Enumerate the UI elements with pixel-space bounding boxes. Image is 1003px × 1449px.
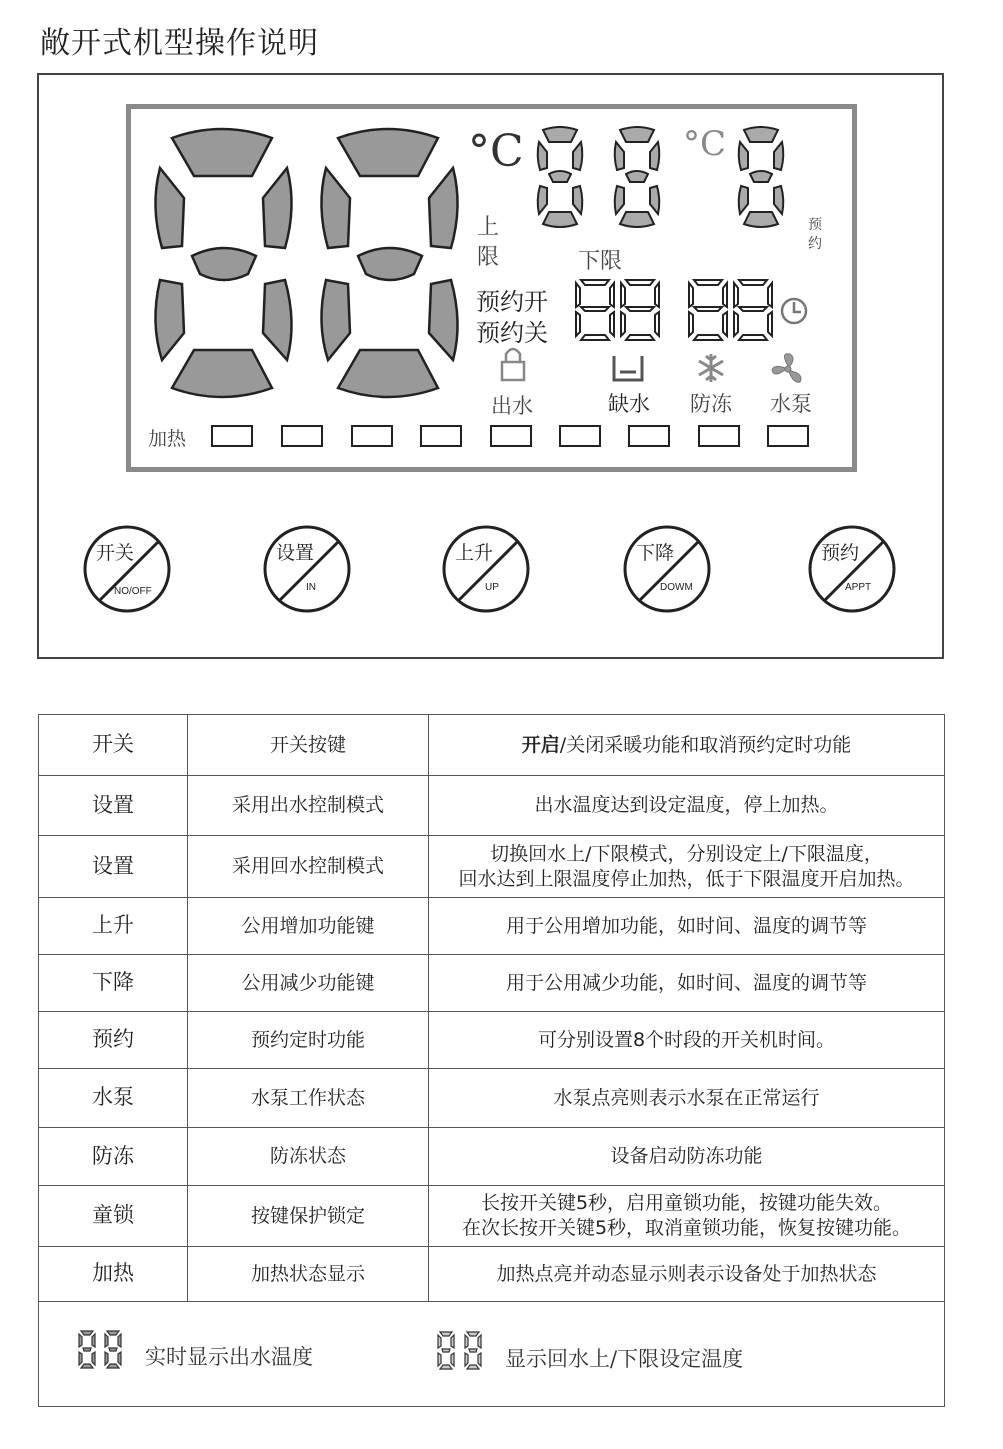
heat-segment (698, 425, 740, 447)
snowflake-icon (699, 354, 723, 382)
table-row (39, 1069, 945, 1128)
small-digit-2 (615, 127, 660, 227)
row-function: 采用出水控制模式 (188, 776, 429, 836)
table-row (39, 1012, 945, 1069)
row-desc (429, 836, 945, 898)
row-desc-line1: 长按开关键5秒，启用童锁功能，按键功能失效。 (480, 1192, 893, 1215)
status-pump-label: 水泵 (770, 392, 812, 416)
small-digit-1 (538, 127, 583, 227)
row-name: 水泵 (39, 1069, 188, 1128)
row-name: 童锁 (39, 1186, 188, 1247)
table-row (39, 715, 945, 776)
heat-segment (767, 425, 809, 447)
row-function: 公用增加功能键 (188, 898, 429, 955)
down-button-label: 下降 (636, 542, 675, 564)
settings-button-sub: IN (306, 582, 316, 593)
row-desc (429, 1186, 945, 1247)
row-name: 防冻 (39, 1128, 188, 1186)
power-button-label: 开关 (96, 542, 135, 564)
heat-label: 加热 (148, 428, 187, 450)
time-digit-4 (734, 280, 772, 340)
row-desc: 设备启动防冻功能 (429, 1128, 945, 1186)
heat-segment (559, 425, 601, 447)
time-digit-3 (689, 280, 727, 340)
up-button-sub: UP (485, 582, 499, 593)
table-row (39, 898, 945, 955)
heat-segment (211, 425, 253, 447)
table-row (39, 1247, 945, 1302)
appt-label-bottom: 约 (808, 236, 822, 252)
appointment-button[interactable] (807, 524, 897, 614)
big-digit-2 (321, 129, 457, 397)
table-row (39, 1186, 945, 1247)
settings-button-label: 设置 (276, 542, 315, 564)
celsius-unit-2: °C (683, 124, 727, 164)
heat-segment (281, 425, 323, 447)
row-desc: 用于公用减少功能，如时间、温度的调节等 (429, 955, 945, 1012)
up-button[interactable] (441, 524, 531, 614)
heat-segment (420, 425, 462, 447)
status-low-water-label: 缺水 (608, 392, 650, 416)
row-function: 公用减少功能键 (188, 955, 429, 1012)
row-desc: 出水温度达到设定温度，停上加热。 (429, 776, 945, 836)
row-desc-line2: 在次长按开关键5秒，取消童锁功能，恢复按键功能。 (461, 1217, 912, 1239)
row-name: 设置 (39, 776, 188, 836)
lower-limit-label: 下限 (578, 249, 623, 274)
row-desc (429, 715, 945, 776)
row-desc-text: /关闭采暖功能和取消预约定时功能 (559, 733, 852, 756)
fan-icon (772, 354, 801, 383)
schedule-on-label: 预约开 (476, 288, 548, 316)
status-outlet-label: 出水 (491, 394, 533, 418)
row-name: 预约 (39, 1012, 188, 1069)
appointment-button-label: 预约 (821, 542, 860, 564)
heat-segment (490, 425, 532, 447)
appointment-button-sub: APPT (845, 582, 872, 593)
row-desc: 加热点亮并动态显示则表示设备处于加热状态 (429, 1247, 945, 1302)
time-digit-1 (576, 280, 614, 340)
legend-label-return-temp: 显示回水上/下限设定温度 (505, 1347, 744, 1371)
appt-label-top: 预 (808, 217, 822, 233)
down-button[interactable] (622, 524, 712, 614)
row-name: 开关 (39, 715, 188, 776)
row-function: 采用回水控制模式 (188, 836, 429, 898)
power-button[interactable] (82, 524, 172, 614)
row-name: 加热 (39, 1247, 188, 1302)
row-function: 预约定时功能 (188, 1012, 429, 1069)
page-title: 敞开式机型操作说明 (40, 26, 319, 61)
function-table (38, 714, 945, 1302)
row-function: 水泵工作状态 (188, 1069, 429, 1128)
table-row (39, 836, 945, 898)
celsius-unit-1: °C (468, 126, 524, 177)
heat-segment (351, 425, 393, 447)
row-desc-bold: 开启 (521, 733, 560, 756)
lock-icon (502, 349, 524, 380)
row-desc-line1: 切换回水上/下限模式，分别设定上/下限温度， (490, 842, 883, 865)
row-desc: 水泵点亮则表示水泵在正常运行 (429, 1069, 945, 1128)
row-desc: 用于公用增加功能，如时间、温度的调节等 (429, 898, 945, 955)
row-name: 设置 (39, 836, 188, 898)
small-digit-3 (739, 127, 784, 227)
power-button-sub: NO/OFF (114, 586, 152, 597)
row-function: 加热状态显示 (188, 1247, 429, 1302)
row-function: 开关按键 (188, 715, 429, 776)
big-digit-1 (155, 129, 291, 397)
row-desc: 可分别设置8个时段的开关机时间。 (429, 1012, 945, 1069)
row-desc-line2: 回水达到上限温度停止加热，低于下限温度开启加热。 (458, 867, 915, 890)
time-digit-2 (621, 280, 659, 340)
table-row (39, 776, 945, 836)
clock-icon (782, 299, 806, 323)
heat-segment (628, 425, 670, 447)
row-name: 上升 (39, 898, 188, 955)
table-row (39, 955, 945, 1012)
down-button-sub: DOWM (660, 582, 693, 593)
row-function: 防冻状态 (188, 1128, 429, 1186)
row-function: 按键保护锁定 (188, 1186, 429, 1247)
upper-limit-label-top: 上 (477, 215, 500, 240)
settings-button[interactable] (262, 524, 352, 614)
schedule-off-label: 预约关 (476, 319, 548, 347)
upper-limit-label-bottom: 限 (477, 245, 500, 270)
table-row (39, 1128, 945, 1186)
status-antifreeze-label: 防冻 (690, 392, 732, 416)
legend-label-outlet-temp: 实时显示出水温度 (145, 1345, 313, 1369)
row-name: 下降 (39, 955, 188, 1012)
up-button-label: 上升 (455, 542, 494, 564)
water-tank-icon (614, 356, 642, 380)
